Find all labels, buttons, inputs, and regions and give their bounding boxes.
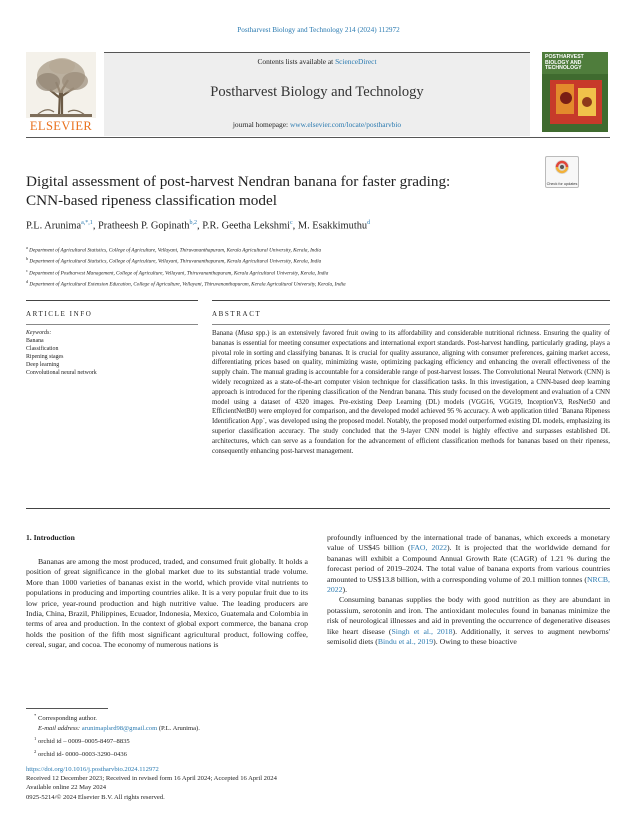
affiliation-mark: a	[26, 245, 28, 250]
contents-line	[104, 57, 530, 66]
homepage-line	[104, 120, 530, 129]
author-separator: ,	[92, 220, 99, 232]
article-info-heading: ARTICLE INFO	[26, 310, 93, 318]
article-info-subrule	[26, 324, 198, 325]
author-marks[interactable]: a,*,1	[81, 220, 93, 226]
author-name: M. Esakkimuthu	[297, 220, 368, 232]
footnote-text: orchid id- 0000–0003-3290–0436	[37, 750, 127, 758]
intro-paragraph	[327, 595, 610, 647]
paper-title	[26, 173, 536, 210]
keywords-label: Keywords:	[26, 330, 52, 336]
intro-left-column	[26, 557, 308, 651]
footnote-mark: 1	[34, 735, 37, 741]
footnote-text: orchid id – 0009–0005-8497–8835	[37, 737, 130, 745]
affiliation-item	[26, 267, 610, 278]
citation-link[interactable]: Bindu et al., 2019	[377, 637, 434, 647]
footnote-rule	[26, 708, 108, 709]
article-meta	[26, 765, 446, 802]
abstract-italic-genus: Musa	[237, 329, 254, 337]
keyword-item: Banana	[26, 338, 44, 344]
affiliation-item	[26, 255, 610, 266]
intro-text: ). Owing to these bioactive	[433, 637, 517, 647]
footnote-mark: *	[34, 713, 37, 718]
paper-title-line-1: Digital assessment of post-harvest Nendran banana for faster grading:	[26, 173, 451, 190]
affiliation-text: Department of Agricultural Statistics, College of Agriculture, Vellayani, Thiruvananthapuram, Kerala Agricultural University, Kerala, India	[29, 259, 322, 266]
online-date: Available online 22 May 2024	[26, 784, 107, 792]
author-marks[interactable]: b,2	[189, 220, 198, 226]
contents-prefix: Contents lists available at	[257, 57, 336, 66]
abstract-text	[212, 329, 610, 456]
abstract-rule	[212, 300, 610, 301]
abstract-text-start: Banana (	[212, 329, 238, 337]
affiliation-list	[26, 244, 610, 289]
introduction-heading: 1. Introduction	[26, 533, 75, 542]
affiliation-mark: d	[26, 278, 29, 284]
citation-link[interactable]: FAO, 2022	[410, 543, 447, 553]
received-dates: Received 12 December 2023; Received in revised form 16 April 2024; Accepted 16 April 2024	[26, 775, 277, 783]
abstract-body: spp.) is an extensively favored fruit owing to its affordability and considerable nutritional richness. Ensuring the quality of bananas is essential for meeting consumer expectations and international export standards. Post-harvest handling, particularly grading, plays a pivotal role in sorting and classifying bananas. It is crucial for quality assurance, aligning with consumer preferences, gaining market access, differentiating prices based on quality, minimizing waste, optimizing packaging efficiency and enhancing the overall effectiveness of the supply chain. The manual grading is accountable for a considerable range of post-harvest losses. The Convolutional Neural Network (CNN) is widely recognized as a state-of-the-art computer vision technique for classification tasks. In this investigation, a CNN-based deep learning approach is introduced for the ripening classification of the Nendran banana. This study focused on the development and evaluation of a CNN model using a dataset of 4320 images. Pre-existing Deep Learning (DL) models (VGG16, VGG19, InceptionV3, ResNet50 and EfficientNetB0) were employed for comparison, and the developed model achieved 95 % accuracy. A web application titled `Banana Ripeness Identification App`, was developed using the proposed model. Notably, the proposed model outperformed existing DL models, emphasizing its superior classification accuracy. The study concluded that the 9-layer CNN model is highly effective and surpasses established DL architectures, which can serve as a foundation for the advancement of efficient classification methods for bananas based on their ripeness, consequently enhancing post-harvest management.	[212, 329, 610, 455]
journal-reference-link[interactable]: Postharvest Biology and Technology 214 (2024) 112972	[237, 26, 400, 34]
affiliation-text: Department of Postharvest Management, College of Agriculture, Vellayani, Thiruvananthapuram, Kerala Agricultural University, Kerala, India	[29, 270, 329, 277]
publisher-wordmark: ELSEVIER	[29, 119, 93, 133]
footnote-mark: 2	[34, 748, 37, 754]
affiliation-text: Department of Agricultural Extension Education, College of Agriculture, Vellayani, Thiruvananthapuram, Kerala Agricultural University, Kerala, India	[29, 281, 346, 288]
author-separator: ,	[292, 220, 298, 232]
author-name: Pratheesh P. Gopinath	[98, 220, 190, 232]
intro-text: Consuming bananas supplies the body with good nutrition as they are abundant in potassium, serotonin and iron. The antioxidant molecules found in bananas minimize the risk of neurological illnesses and aid in preventing the occurrence of degenerative diseases like heart disease (	[327, 595, 610, 636]
header-rule	[26, 137, 610, 138]
keyword-item: Classification	[26, 346, 59, 352]
affiliation-item	[26, 244, 610, 255]
check-for-updates-button[interactable]	[545, 156, 579, 188]
abstract-heading: ABSTRACT	[212, 310, 262, 318]
section-rule	[26, 508, 610, 509]
footnote-orcid-2	[26, 747, 366, 760]
homepage-link[interactable]: www.elsevier.com/locate/postharvbio	[289, 120, 402, 129]
affiliation-item	[26, 278, 610, 289]
affiliation-mark: c	[26, 267, 28, 273]
paper-title-line-2: CNN-based ripeness classification model	[26, 191, 277, 209]
abstract-subrule	[212, 324, 610, 325]
footnote-email	[26, 724, 366, 734]
author-name: P.R. Geetha Lekshmi	[202, 220, 290, 232]
cover-title: POSTHARVEST BIOLOGY AND TECHNOLOGY	[545, 54, 584, 72]
author-separator: ,	[197, 220, 203, 232]
affiliation-mark: b	[26, 256, 29, 262]
footnote-corresponding	[26, 711, 366, 724]
journal-title: Postharvest Biology and Technology	[210, 84, 424, 100]
intro-text: ). It is projected that the worldwide demand for bananas will exhibit a Compound Annual Growth Rate (CAGR) of 1.21 % during the forecast period of 2019–2024. The total value of banana exports from various countries amounted to US$13.8 billion, with a corresponding volume of 20.1 million tonnes (	[327, 543, 611, 584]
copyright: 0925-5214/© 2024 Elsevier B.V. All rights reserved.	[26, 793, 165, 801]
footnote-text: Corresponding author.	[37, 715, 97, 723]
citation-link[interactable]: NRCB, 2022	[327, 574, 610, 595]
check-updates-label: Check for updates	[546, 182, 578, 186]
keyword-item: Ripening stages	[26, 354, 64, 360]
email-label: E-mail address:	[38, 724, 81, 732]
keywords-block	[26, 329, 198, 377]
keyword-item: Deep learning	[26, 362, 60, 368]
keyword-item: Convolutional neural network	[26, 370, 97, 376]
sciencedirect-link[interactable]: ScienceDirect	[335, 57, 377, 66]
check-updates-icon	[554, 159, 570, 175]
footnote-orcid-1	[26, 734, 366, 747]
author-name: P.L. Arunima	[26, 220, 82, 232]
author-marks[interactable]: d	[367, 220, 371, 226]
author-list	[26, 220, 586, 231]
email-link[interactable]: arunimaplsrd98@gmail.com	[81, 724, 158, 732]
journal-cover-image	[542, 52, 608, 132]
citation-link[interactable]: Singh et al., 2018	[391, 626, 453, 636]
affiliation-text: Department of Agricultural Statistics, College of Agriculture, Vellayani, Thiruvananthapuram, Kerala Agricultural University, Kerala, India	[29, 247, 322, 254]
cover-artwork	[542, 74, 608, 132]
author-marks[interactable]: c	[289, 220, 293, 226]
doi-link[interactable]: https://doi.org/10.1016/j.postharvbio.2024.112972	[26, 766, 159, 773]
footnotes	[26, 711, 366, 760]
intro-paragraph: Bananas are among the most produced, traded, and consumed fruit globally. It holds a position of great significance in the global market due to its substantial trade volume. More than 1000 varieties of bananas exist in the world, which provide vital nutrients to populations in producing and importing countries alike. It is a very popular fruit due to its low price, year-round production and high nutritive value. The leading producers are India, China, Brazil, Philippines, Ecuador, Indonesia, Mexico, Guatemala and Colombia in terms of area and production. In the context of global export commerce, the banana crop holds the position of the fifth most significant agricultural product, following coffee, cereal, sugar, and cocoa. The economy of numerous nations is	[26, 557, 308, 650]
intro-text: profoundly influenced by the international trade of bananas, which exceeds a monetary value of US$45 billion (	[327, 533, 610, 553]
intro-text: ).	[342, 585, 348, 595]
intro-paragraph	[327, 533, 610, 595]
article-info-rule	[26, 300, 198, 301]
email-suffix: (P.L. Arunima).	[157, 724, 200, 732]
homepage-prefix: journal homepage:	[232, 120, 290, 129]
intro-right-column	[327, 533, 610, 647]
intro-text: ). Additionally, it serves to augment newborns' semisolid diets (	[327, 626, 610, 647]
